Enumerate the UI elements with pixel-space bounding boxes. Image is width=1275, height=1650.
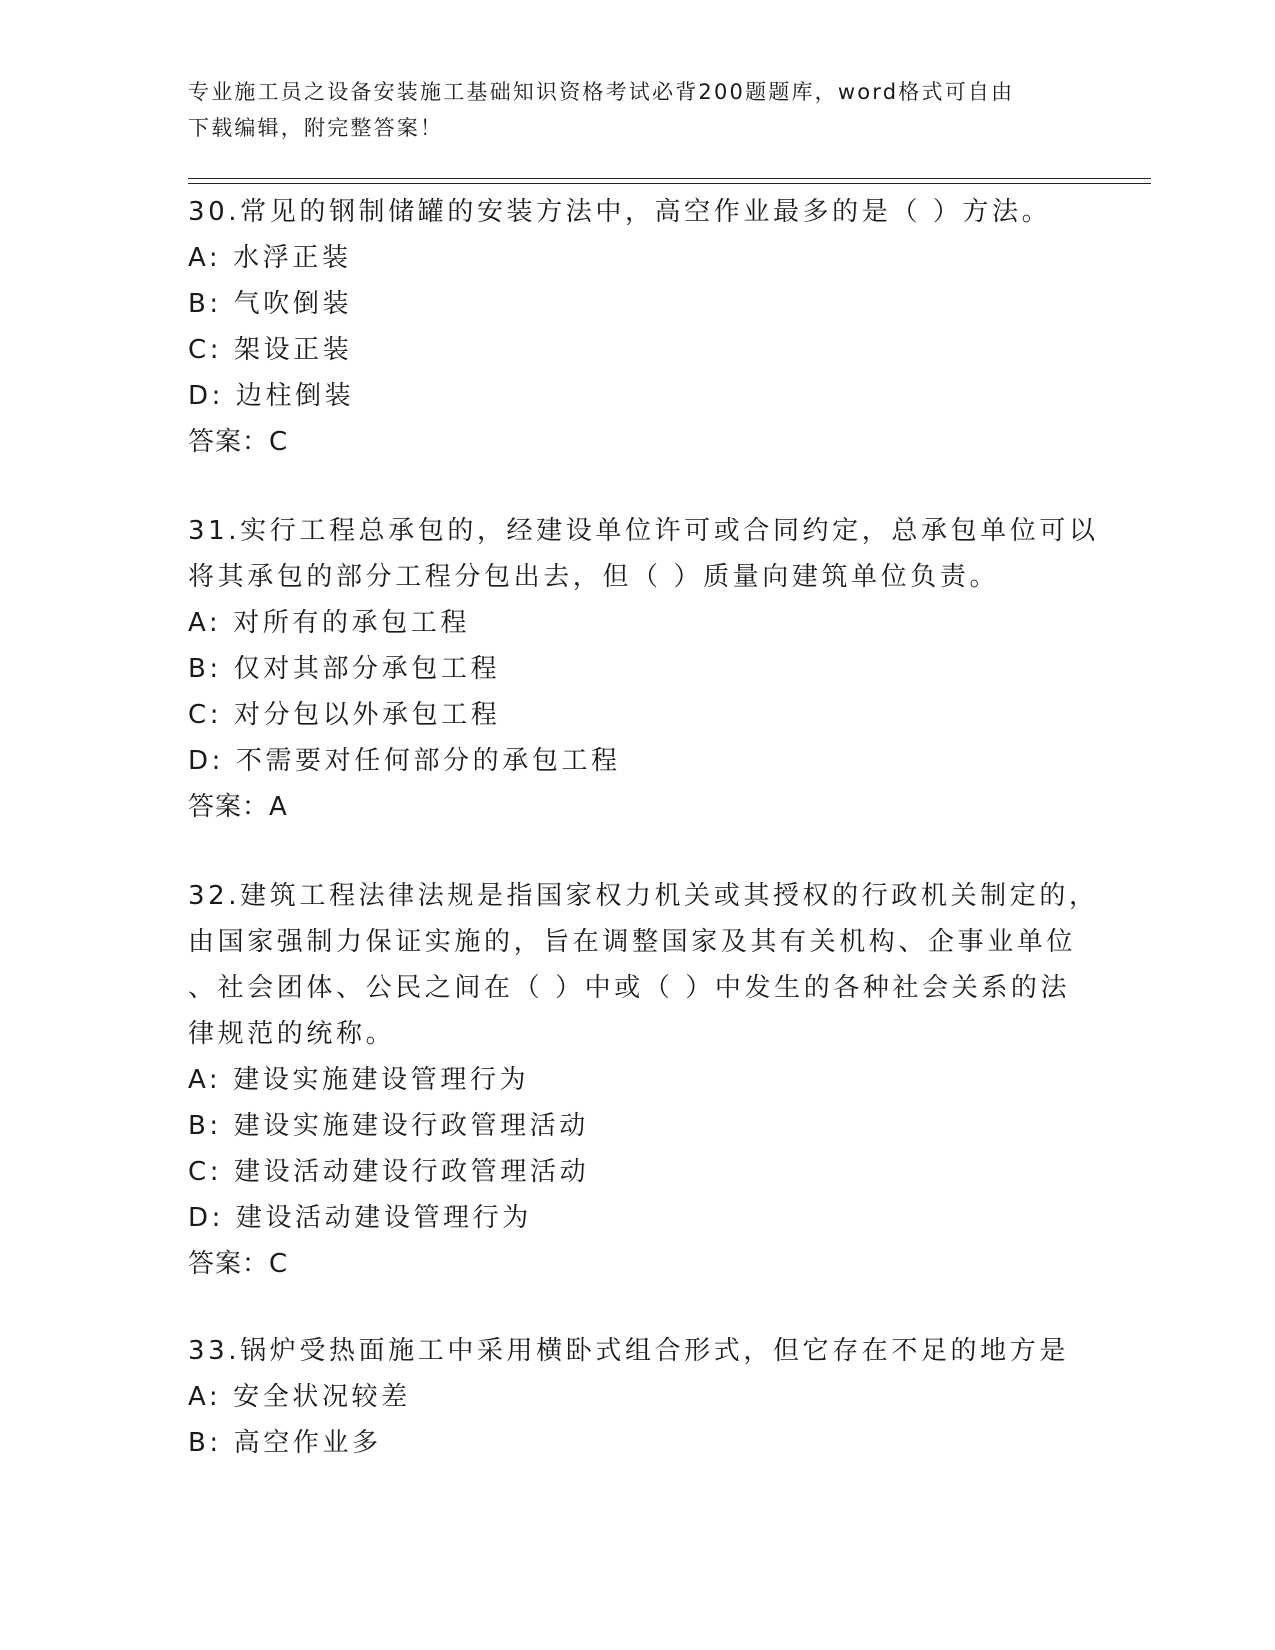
option-c: C: 建设活动建设行政管理活动 [188,1157,590,1187]
question-text: 30.常见的钢制储罐的安装方法中，高空作业最多的是（ ）方法。 [188,197,1052,227]
answer: 答案：C [188,1249,289,1279]
question-31 [188,508,1099,830]
question-text: 由国家强制力保证实施的，旨在调整国家及其有关机构、企事业单位 [188,927,1077,957]
option-a: A: 建设实施建设管理行为 [188,1065,530,1095]
question-text: 31.实行工程总承包的，经建设单位许可或合同约定，总承包单位可以 [188,516,1099,546]
header-line-1: 专业施工员之设备安装施工基础知识资格考试必背200题题库，word格式可自由 [188,80,1015,104]
header-divider-top [188,178,1151,179]
document-header [188,74,1068,146]
option-d: D: 建设活动建设管理行为 [188,1203,532,1233]
option-a: A: 对所有的承包工程 [188,608,470,638]
question-33 [188,1328,1088,1466]
question-32 [188,873,1099,1287]
question-text: 将其承包的部分工程分包出去，但（ ）质量向建筑单位负责。 [188,562,1000,592]
option-b: B: 建设实施建设行政管理活动 [188,1111,589,1141]
question-text: 、社会团体、公民之间在（ ）中或（ ）中发生的各种社会关系的法 [188,973,1071,1003]
option-b: B: 仅对其部分承包工程 [188,654,501,684]
question-text: 32.建筑工程法律法规是指国家权力机关或其授权的行政机关制定的， [188,881,1099,911]
answer: 答案：C [188,427,289,457]
question-text: 律规范的统称。 [188,1019,396,1049]
header-line-2: 下载编辑，附完整答案！ [188,116,444,140]
header-divider-bottom [188,183,1151,184]
question-text: 33.锅炉受热面施工中采用横卧式组合形式，但它存在不足的地方是 [188,1336,1069,1366]
option-c: C: 对分包以外承包工程 [188,700,501,730]
question-30 [188,189,1088,465]
option-c: C: 架设正装 [188,335,353,365]
option-d: D: 边柱倒装 [188,381,355,411]
option-b: B: 高空作业多 [188,1428,382,1458]
option-b: B: 气吹倒装 [188,289,353,319]
answer: 答案：A [188,792,288,822]
option-a: A: 水浮正装 [188,243,352,273]
option-d: D: 不需要对任何部分的承包工程 [188,746,621,776]
option-a: A: 安全状况较差 [188,1382,411,1412]
